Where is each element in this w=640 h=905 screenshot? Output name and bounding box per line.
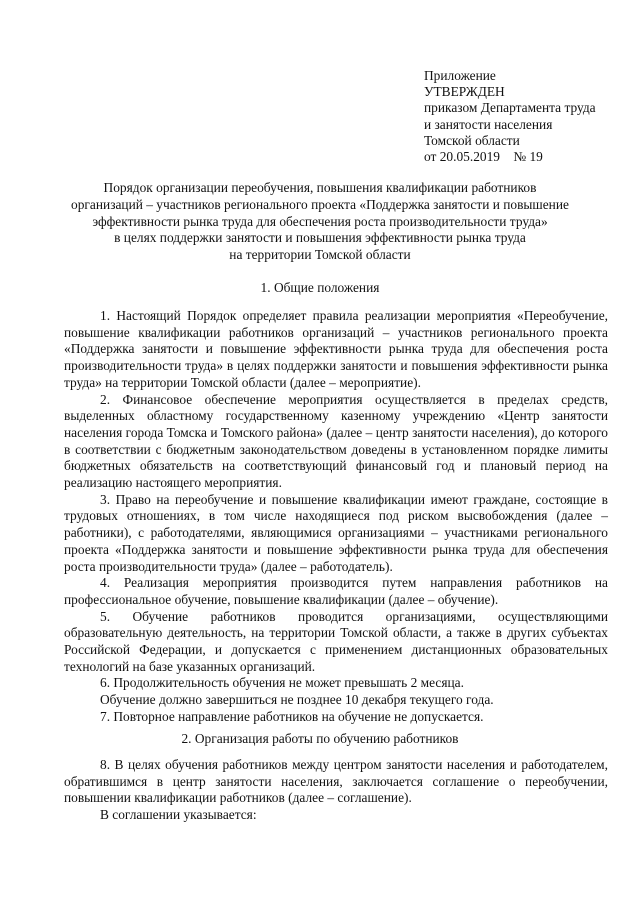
paragraph: 4. Реализация мероприятия производится путем направления работников на профессиональное обучение, повышение квалификации (далее – обучение). (64, 575, 608, 607)
paragraph: 8. В целях обучения работников между центром занятости населения и работодателем, обратившимся в центр занятости населения, заключается соглашение о переобучении, повышении квалификации работников (далее – соглашение). (64, 757, 608, 806)
paragraph: Обучение должно завершиться не позднее 10 декабря текущего года. (100, 692, 494, 708)
document-title (50, 180, 590, 264)
title-line: на территории Томской области (229, 247, 411, 263)
section-body-organization (64, 757, 608, 824)
approval-line: Приложение (424, 68, 496, 83)
approval-line: Томской области (424, 132, 520, 148)
title-line: Порядок организации переобучения, повышения квалификации работников (103, 180, 537, 195)
title-line: эффективности рынка труда для обеспечения роста производительности труда» (92, 213, 548, 229)
approval-line: и занятости населения (424, 116, 553, 132)
approval-line: УТВЕРЖДЕН (424, 84, 505, 100)
paragraph: В соглашении указывается: (100, 807, 257, 823)
approval-line: от 20.05.2019 № 19 (424, 149, 543, 165)
approval-line: приказом Департамента труда (424, 100, 596, 116)
section-heading-general: 1. Общие положения (260, 280, 380, 295)
paragraph: 6. Продолжительность обучения не может превышать 2 месяца. (100, 675, 464, 691)
title-line: в целях поддержки занятости и повышения эффективности рынка труда (114, 230, 526, 246)
approval-block (424, 68, 596, 165)
paragraph: 5. Обучение работников проводится организациями, осуществляющими образовательную деятельность, на территории Томской области, а также в других субъектах Российской Федерации, и допускается с применением дистанционных образовательных технологий на базе указанных организаций. (64, 608, 608, 674)
paragraph: 3. Право на переобучение и повышение квалификации имеют граждане, состоящие в трудовых отношениях, в том числе находящиеся под риском высвобождения (далее – работники), с работодателями, являющимися организациями – участниками регионального проекта «Поддержка занятости и повышение эффективности рынка труда для обеспечения роста производительности труда» (далее – работодатель). (64, 491, 608, 574)
section-heading-organization: 2. Организация работы по обучению работников (181, 731, 459, 746)
section-body-general (64, 308, 608, 726)
paragraph: 1. Настоящий Порядок определяет правила реализации мероприятия «Переобучение, повышение квалификации работников организаций – участников регионального проекта «Поддержка занятости и повышение эффективности рынка труда для обеспечения роста производительности труда» в целях поддержки занятости и повышения эффективности рынка труда» на территории Томской области (далее – мероприятие). (64, 308, 608, 390)
paragraph: 2. Финансовое обеспечение мероприятия осуществляется в пределах средств, выделенных областному государственному казенному учреждению «Центр занятости населения города Томска и Томского района» (далее – центр занятости населения), до которого в соответствии с бюджетным законодательством доведены в установленном порядке лимиты бюджетных обязательств на соответствующий финансовый год и плановый период на реализацию настоящего мероприятия. (64, 391, 608, 491)
paragraph: 7. Повторное направление работников на обучение не допускается. (100, 708, 484, 724)
title-line: организаций – участников регионального проекта «Поддержка занятости и повышение (71, 196, 569, 212)
